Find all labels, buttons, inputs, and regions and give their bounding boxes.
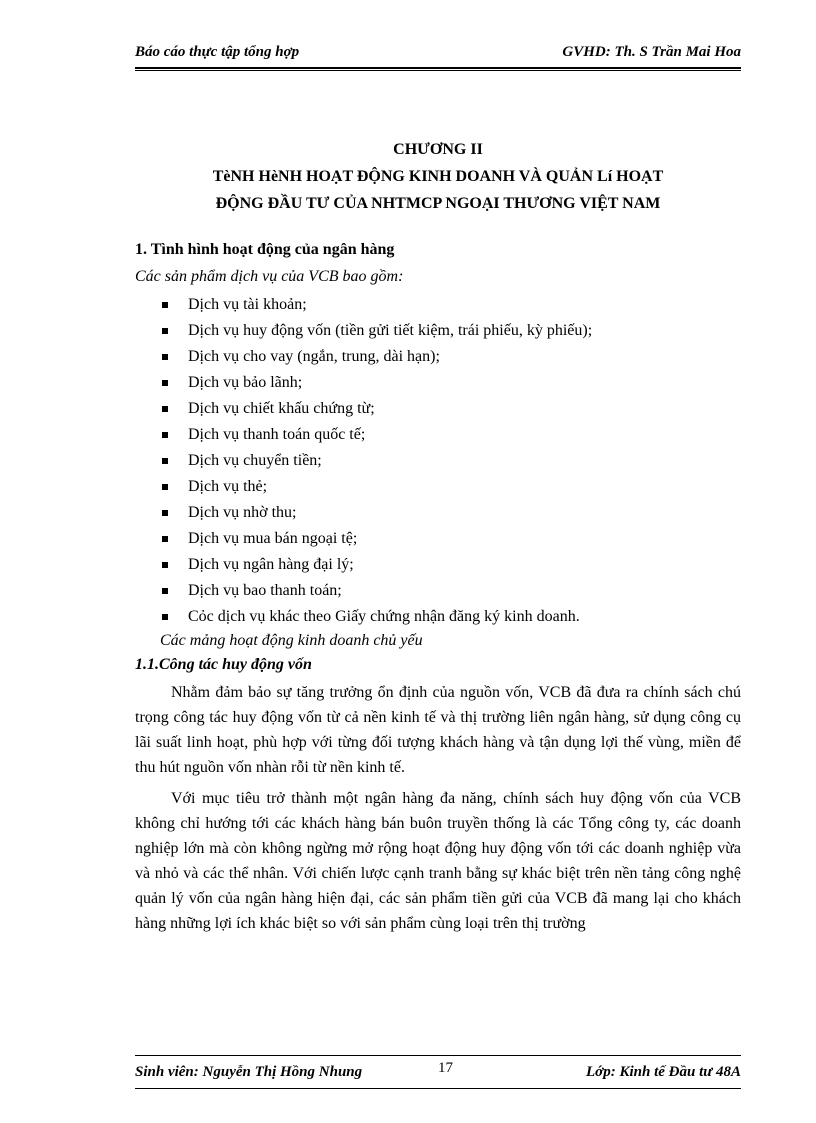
chapter-title-line-2: ĐỘNG ĐẦU TƯ CỦA NHTMCP NGOẠI THƯƠNG VIỆT NAM xyxy=(215,195,661,212)
square-bullet-icon xyxy=(162,588,168,594)
list-item: Dịch vụ chiết khấu chứng từ; xyxy=(160,397,592,423)
subsection-title: 1.1.Công tác huy động vốn xyxy=(135,656,312,673)
square-bullet-icon xyxy=(162,432,168,438)
list-item: Cỏc dịch vụ khác theo Giấy chứng nhận đăng ký kinh doanh. xyxy=(160,605,592,631)
square-bullet-icon xyxy=(162,302,168,308)
chapter-number: CHƯƠNG II xyxy=(393,141,483,158)
square-bullet-icon xyxy=(162,484,168,490)
paragraph: Với mục tiêu trở thành một ngân hàng đa năng, chính sách huy động vốn của VCB không chỉ hướng tới các khách hàng bán buôn truyền thống là các Tổng công ty, các doanh nghiệp lớn mà còn không ngừng mở rộng hoạt động huy động vốn tới các doanh nghiệp vừa và nhỏ và các thể nhân. Với chiến lược cạnh tranh bằng sự khác biệt trên nền tảng công nghệ quản lý vốn của ngân hàng hiện đại, các sản phẩm tiền gửi của VCB đã mang lại cho khách hàng những lợi ích khác biệt so với sản phẩm cùng loại trên thị trường xyxy=(135,790,741,932)
square-bullet-icon xyxy=(162,510,168,516)
list-item: Dịch vụ tài khoản; xyxy=(160,293,592,319)
list-item: Dịch vụ cho vay (ngắn, trung, dài hạn); xyxy=(160,345,592,371)
square-bullet-icon xyxy=(162,380,168,386)
services-list xyxy=(160,293,592,631)
list-item: Dịch vụ bao thanh toán; xyxy=(160,579,592,605)
footer-bottom-divider xyxy=(135,1088,741,1089)
square-bullet-icon xyxy=(162,406,168,412)
square-bullet-icon xyxy=(162,562,168,568)
list-item: Dịch vụ mua bán ngoại tệ; xyxy=(160,527,592,553)
footer-divider xyxy=(135,1055,741,1056)
section-title: 1. Tình hình hoạt động của ngân hàng xyxy=(135,241,395,258)
business-areas-heading: Các mảng hoạt động kinh doanh chủ yếu xyxy=(160,632,423,649)
list-item: Dịch vụ thanh toán quốc tế; xyxy=(160,423,592,449)
list-item: Dịch vụ bảo lãnh; xyxy=(160,371,592,397)
header-report-title: Báo cáo thực tập tổng hợp xyxy=(135,44,300,60)
header-supervisor: GVHD: Th. S Trần Mai Hoa xyxy=(562,44,741,60)
subsection-body xyxy=(135,680,741,942)
header-divider xyxy=(135,67,741,71)
footer-class-name: Lớp: Kinh tế Đầu tư 48A xyxy=(586,1064,741,1080)
page-number: 17 xyxy=(438,1060,453,1076)
square-bullet-icon xyxy=(162,354,168,360)
list-item: Dịch vụ nhờ thu; xyxy=(160,501,592,527)
page-footer xyxy=(135,1060,741,1084)
square-bullet-icon xyxy=(162,458,168,464)
chapter-titles xyxy=(135,136,741,217)
paragraph: Nhằm đảm bảo sự tăng trưởng ổn định của nguồn vốn, VCB đã đưa ra chính sách chú trọng công tác huy động vốn từ cả nền kinh tế và thị trường liên ngân hàng, sử dụng công cụ lãi suất linh hoạt, phù hợp với từng đối tượng khách hàng và tận dụng lợi thế vùng, miền để thu hút nguồn vốn nhàn rỗi từ nền kinh tế. xyxy=(135,684,741,776)
list-item: Dịch vụ ngân hàng đại lý; xyxy=(160,553,592,579)
square-bullet-icon xyxy=(162,328,168,334)
chapter-title-line-1: TèNH HèNH HOẠT ĐỘNG KINH DOANH VÀ QUẢN Lí HOẠT xyxy=(212,168,664,185)
square-bullet-icon xyxy=(162,614,168,620)
square-bullet-icon xyxy=(162,536,168,542)
list-item: Dịch vụ huy động vốn (tiền gửi tiết kiệm, trái phiếu, kỳ phiếu); xyxy=(160,319,592,345)
services-intro: Các sản phẩm dịch vụ của VCB bao gồm: xyxy=(135,268,404,285)
footer-student-name: Sinh viên: Nguyễn Thị Hồng Nhung xyxy=(135,1064,363,1080)
page-header xyxy=(135,44,741,66)
list-item: Dịch vụ chuyển tiền; xyxy=(160,449,592,475)
list-item: Dịch vụ thẻ; xyxy=(160,475,592,501)
